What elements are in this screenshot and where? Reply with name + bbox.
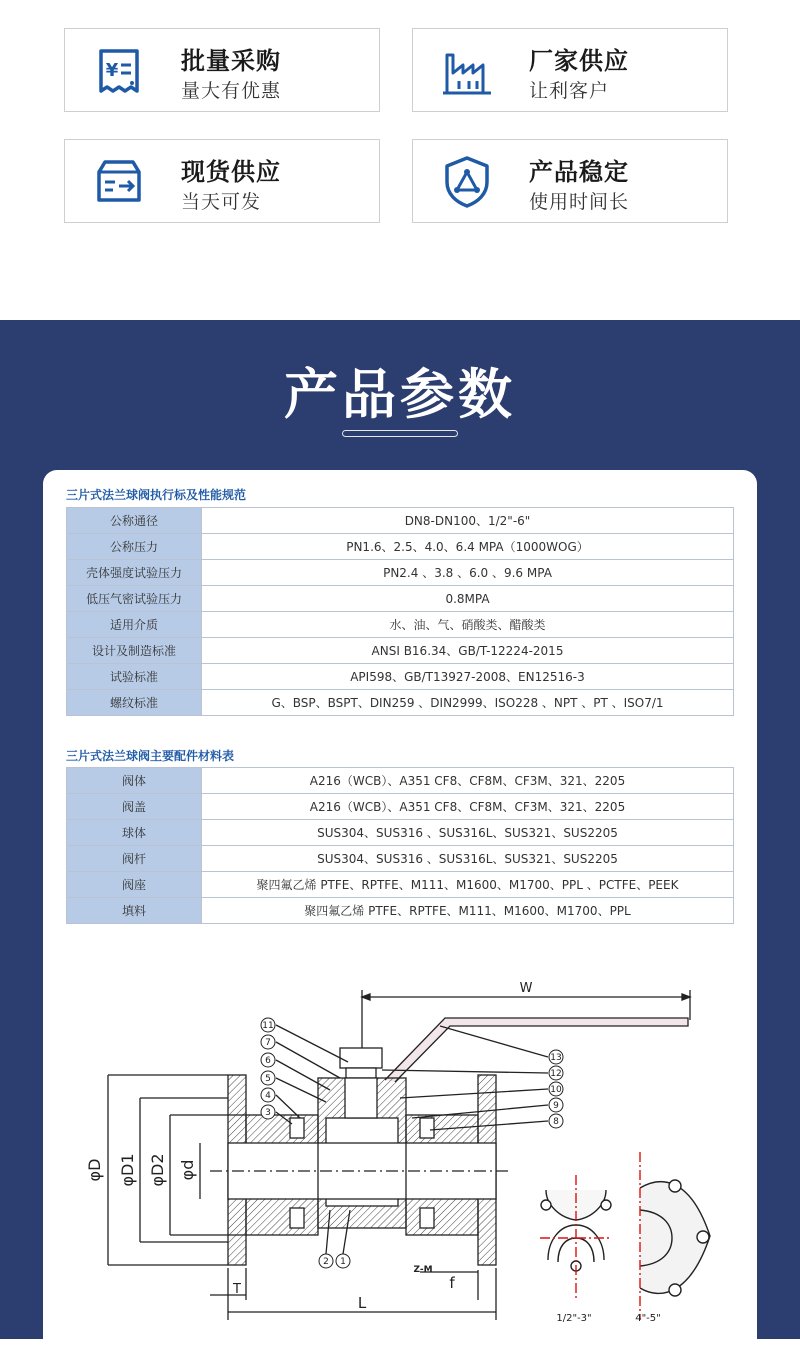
row-label: 阀杆 (67, 846, 202, 872)
row-label: 填料 (67, 898, 202, 924)
dim-w: W (519, 981, 533, 996)
row-value: A216（WCB）、A351 CF8、CF8M、CF3M、321、2205 (202, 794, 734, 820)
row-label: 设计及制造标准 (67, 638, 202, 664)
table-row (67, 690, 734, 716)
flange-size-small: 1/2"-3" (556, 1313, 592, 1324)
dim-d: φD (85, 1158, 104, 1182)
table-row (67, 898, 734, 924)
part-9: 9 (553, 1101, 559, 1111)
row-value: A216（WCB）、A351 CF8、CF8M、CF3M、321、2205 (202, 768, 734, 794)
row-value: API598、GB/T13927-2008、EN12516-3 (202, 664, 734, 690)
table-row (67, 664, 734, 690)
dim-d2: φD2 (148, 1153, 167, 1187)
row-label: 螺纹标准 (67, 690, 202, 716)
part-6: 6 (265, 1056, 271, 1066)
table-row (67, 560, 734, 586)
dim-small-d: φd (178, 1159, 197, 1181)
row-label: 壳体强度试验压力 (67, 560, 202, 586)
shield-triangle-icon (439, 154, 495, 210)
svg-text:¥: ¥ (105, 60, 119, 81)
part-12: 12 (550, 1069, 562, 1079)
feature-stable-product (412, 139, 728, 223)
spec-table (66, 507, 734, 716)
row-value: G、BSP、BSPT、DIN259 、DIN2999、ISO228 、NPT 、PT 、ISO7/1 (202, 690, 734, 716)
row-value: PN2.4 、3.8 、6.0 、9.6 MPA (202, 560, 734, 586)
dim-l: L (357, 1294, 367, 1312)
row-value: 0.8MPA (202, 586, 734, 612)
table-row (67, 638, 734, 664)
part-10: 10 (550, 1085, 562, 1095)
feature-subtitle: 当天可发 (181, 191, 262, 213)
table-row (67, 872, 734, 898)
title-underline (342, 430, 458, 437)
row-value: ANSI B16.34、GB/T-12224-2015 (202, 638, 734, 664)
feature-subtitle: 让利客户 (529, 80, 610, 102)
table-row (67, 820, 734, 846)
feature-title: 现货供应 (181, 158, 281, 186)
feature-title: 产品稳定 (529, 158, 629, 186)
dim-t: T (233, 1282, 241, 1297)
row-label: 适用介质 (67, 612, 202, 638)
dim-d1: φD1 (118, 1153, 137, 1187)
table1-title: 三片式法兰球阀执行标及性能规范 (66, 488, 247, 502)
shipping-box-icon (91, 154, 147, 210)
row-value: SUS304、SUS316 、SUS316L、SUS321、SUS2205 (202, 846, 734, 872)
dim-f: f (449, 1274, 455, 1292)
row-label: 低压气密试验压力 (67, 586, 202, 612)
row-label: 阀体 (67, 768, 202, 794)
row-label: 试验标准 (67, 664, 202, 690)
part-5: 5 (265, 1074, 271, 1084)
row-value: PN1.6、2.5、4.0、6.4 MPA（1000WOG） (202, 534, 734, 560)
part-4: 4 (265, 1091, 271, 1101)
part-1: 1 (340, 1257, 346, 1267)
row-label: 阀盖 (67, 794, 202, 820)
flange-size-large: 4"-5" (635, 1313, 661, 1324)
part-2: 2 (323, 1257, 329, 1267)
table-row (67, 508, 734, 534)
receipt-icon (91, 43, 147, 99)
table-row (67, 794, 734, 820)
table-row (67, 846, 734, 872)
feature-in-stock (64, 139, 380, 223)
table-row (67, 534, 734, 560)
row-value: 聚四氟乙烯 PTFE、RPTFE、M111、M1600、M1700、PPL (202, 898, 734, 924)
material-table (66, 767, 734, 924)
feature-bulk-purchase (64, 28, 380, 112)
feature-title: 批量采购 (181, 47, 281, 75)
row-label: 阀座 (67, 872, 202, 898)
table-row (67, 586, 734, 612)
dim-zm: Z-M (413, 1265, 433, 1275)
feature-title: 厂家供应 (529, 47, 629, 75)
valve-technical-drawing (0, 960, 800, 1339)
section-title: 产品参数 (284, 363, 516, 426)
row-value: 聚四氟乙烯 PTFE、RPTFE、M111、M1600、M1700、PPL 、PCTFE、PEEK (202, 872, 734, 898)
feature-subtitle: 使用时间长 (529, 191, 630, 213)
row-value: DN8-DN100、1/2"-6" (202, 508, 734, 534)
part-8: 8 (553, 1117, 559, 1127)
table2-title: 三片式法兰球阀主要配件材料表 (66, 749, 235, 763)
part-7: 7 (265, 1038, 271, 1048)
feature-subtitle: 量大有优惠 (181, 80, 282, 102)
part-3: 3 (265, 1108, 271, 1118)
feature-factory-supply (412, 28, 728, 112)
table-row (67, 768, 734, 794)
table-row (67, 612, 734, 638)
row-value: SUS304、SUS316 、SUS316L、SUS321、SUS2205 (202, 820, 734, 846)
row-label: 公称通径 (67, 508, 202, 534)
part-13: 13 (550, 1053, 562, 1063)
row-label: 球体 (67, 820, 202, 846)
part-11: 11 (262, 1021, 274, 1031)
row-label: 公称压力 (67, 534, 202, 560)
factory-icon (439, 43, 495, 99)
row-value: 水、油、气、硝酸类、醋酸类 (202, 612, 734, 638)
